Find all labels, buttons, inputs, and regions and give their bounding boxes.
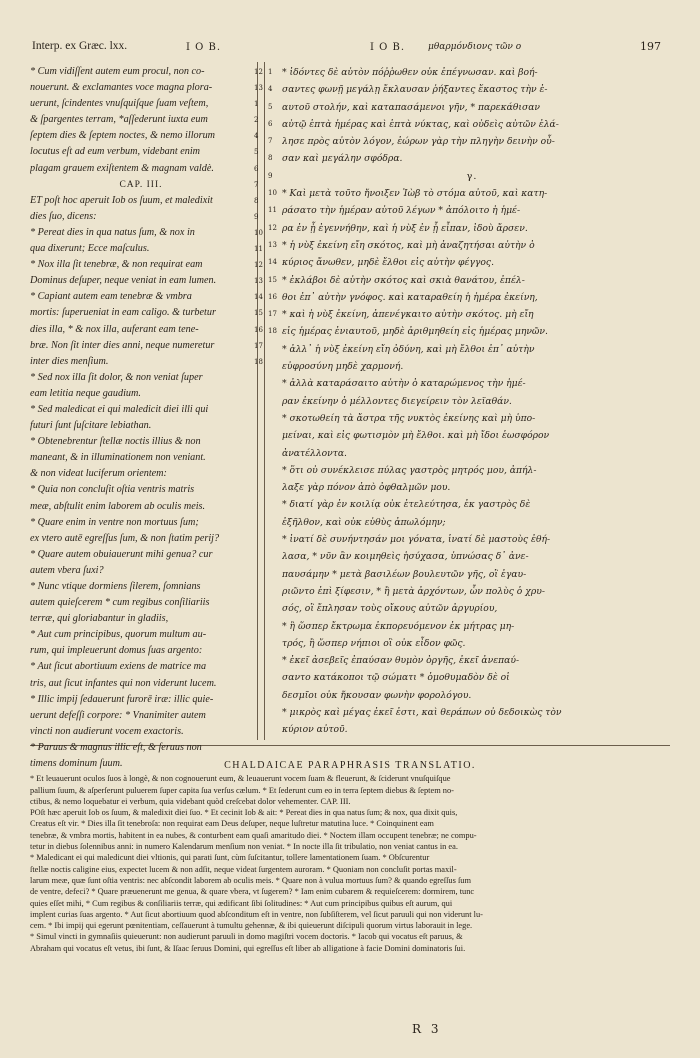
verse-number: 9 bbox=[254, 212, 259, 221]
latin-line: & non videat luciferum orientem: bbox=[30, 468, 167, 480]
verse-number: 4 bbox=[268, 85, 273, 94]
latin-line: tris, aut ſicut infantes qui non viderunt lucem. bbox=[30, 677, 217, 689]
latin-line: * Aut cum principibus, quorum multum au- bbox=[30, 629, 207, 641]
latin-line: * Nox illa ſit tenebræ, & non requirat eam bbox=[30, 259, 203, 271]
paraphrase-line: de ventre, defeci? * Quare præuenerunt me genua, & quare vbera, vt ſugerem? * Iam enim cubarem & requieſcerem: dormirem, tunc bbox=[30, 887, 475, 897]
paraphrase-line: * Maledicant ei qui maledicunt diei vltionis, qui parati ſunt, cùm ſuſcitantur, tollere lamentationem ſuam. * Obſcurentur bbox=[30, 853, 430, 863]
greek-column bbox=[282, 64, 662, 739]
latin-line: ſeptem dies & ſeptem noctes, & nemo illorum bbox=[30, 130, 216, 142]
latin-line: autem quieſcerem * cum regibus conſiliariis bbox=[30, 597, 210, 609]
paraphrase-line: POſt hæc aperuit Iob os ſuum, & maledixit diei ſuo. * Et cecinit Iob & ait: * Pereat dies in qua natus ſum; & nox, qua dixit quis, bbox=[30, 808, 458, 818]
running-header bbox=[0, 38, 700, 58]
greek-line: * ἀλλὰ καταράσαιτο αὐτὴν ὁ καταρώμενος τὴν ἡμέ- bbox=[282, 378, 526, 390]
greek-line: γ. bbox=[466, 170, 478, 182]
verse-number: 12 bbox=[254, 261, 263, 270]
paraphrase-line: quies eſſet mihi, * Cum regibus & conſiliariis terræ, qui ædificant ſibi ſolitudines: * Aut cum principibus quibus eſt aurum, qui bbox=[30, 898, 453, 908]
paraphrase-line: ſtellæ noctis caligine eius, expectet lucem & non adſit, neque videat ſurgentem auroram. * Quoniam non concluſit portas maxil- bbox=[30, 864, 457, 874]
signature-mark: R 3 bbox=[412, 1022, 442, 1036]
latin-line: meæ, abſtulit enim laborem ab oculis meis. bbox=[30, 500, 206, 512]
greek-line: * ἐκεῖ ἀσεβεῖς ἐπαύσαν θυμὸν ὀργῆς, ἐκεῖ ἀνεπαύ- bbox=[282, 655, 520, 667]
verse-number: 14 bbox=[254, 293, 263, 302]
verse-number: 12 bbox=[254, 68, 263, 76]
greek-line: ραν ἐκείνην ὁ μέλλοντες διεγείρειν τὸν λεϊαθάν. bbox=[282, 395, 512, 407]
verse-number: 15 bbox=[254, 309, 263, 318]
paraphrase-line: pallium ſuum, & aſperſerunt puluerem ſuper capita ſua verſus cælum. * Et ſederunt cum eo in terra ſeptem diebus & ſeptem no- bbox=[30, 785, 454, 795]
greek-line: αυτοῦ στολήν, καὶ καταπασάμενοι γῆν, * παρεκάθισαν bbox=[282, 101, 541, 113]
greek-line: κύριον αὐτοῦ. bbox=[282, 724, 348, 736]
greek-line: παυσάμην * μετὰ βασιλέων βουλευτῶν γῆς, οἳ ἐγαυ- bbox=[282, 568, 527, 580]
greek-line: * ἡ νὺξ ἐκείνη εἴη σκότος, καὶ μὴ ἀναζητήσαι αὐτὴν ὁ bbox=[282, 239, 535, 251]
latin-line: mortis: ſuperueniat in eam caligo. & turbetur bbox=[30, 307, 216, 319]
greek-verse-numbers bbox=[268, 64, 280, 341]
verse-number: 1 bbox=[254, 100, 259, 109]
verse-number: 5 bbox=[254, 148, 259, 157]
verse-number: 13 bbox=[268, 240, 277, 249]
latin-line: uerunt defeſſi corpore: * Vnanimiter autem bbox=[30, 709, 206, 721]
verse-number: 4 bbox=[254, 132, 259, 141]
verse-number: 6 bbox=[254, 164, 259, 173]
verse-number: 17 bbox=[254, 341, 263, 350]
latin-line: * Paruus & magnus illic eſt, & ſeruus non bbox=[30, 741, 202, 753]
greek-line: δεσμῖοι οὐκ ἤκουσαν φωνὴν φορολόγου. bbox=[282, 689, 472, 701]
paraphrase-line: tenebræ, & vmbra mortis, habitent in ea nubes, & conturbent eam quaſi amaritudo diei. * Noctem illam occupent tenebræ; ne compu- bbox=[30, 830, 477, 840]
paraphrase-line: * Et leuauerunt oculos ſuos à longè, & non cognouerunt eum, & leuauerunt vocem ſuam & fleuerunt, & ſciderunt vnuſquiſque bbox=[30, 774, 451, 784]
latin-line: autem vbera ſuxi? bbox=[30, 564, 104, 576]
verse-number: 2 bbox=[254, 116, 259, 125]
latin-line: * Capiant autem eam tenebræ & vmbra bbox=[30, 291, 192, 303]
latin-line: vincti non audierunt vocem exactoris. bbox=[30, 725, 184, 737]
paraphrase-line: larum meæ, quæ ſunt oſtia ventris: nec abſcondit laborem ab oculis meis. * Quare non à vulua mortuus ſum? & quando egreſſus ſum bbox=[30, 875, 471, 885]
paraphrase-line: * Simul vincti in gymnaſiis quieuerunt: non audierunt paruuli in domo magiſtri vocem doctoris. * Iacob qui vocatus eſt paruus, & bbox=[30, 932, 463, 942]
header-left-title: Interp. ex Græc. lxx. bbox=[32, 40, 128, 52]
latin-line: * Cum vidiſſent autem eum procul, non co- bbox=[30, 66, 205, 77]
greek-line: * ἢ ὥσπερ ἔκτρωμα ἐκπορευόμενον ἐκ μήτρας μη- bbox=[282, 620, 515, 632]
latin-line: plagam grauem exiſtentem & magnam valdè. bbox=[30, 162, 214, 174]
verse-number: 8 bbox=[268, 154, 273, 163]
latin-line: & ſpargentes terram, *aſſederunt iuxta eum bbox=[30, 114, 208, 126]
latin-line: * Quare enim in ventre non mortuus ſum; bbox=[30, 516, 199, 528]
latin-line: terræ, qui gloriabantur in gladiis, bbox=[30, 613, 169, 625]
paraphrase-body bbox=[30, 773, 670, 954]
greek-line: αὐτῷ ἑπτὰ ἡμέρας καὶ ἑπτὰ νύκτας, καὶ οὐδεὶς αὐτῶν ἐλά- bbox=[282, 118, 559, 130]
paraphrase-line: tetur in diebus ſolennibus anni: in numero Kalendarum menſium non veniat. * In nocte illa ſit tribulatio, non veniat cantus in ea. bbox=[30, 842, 458, 852]
verse-number: 1 bbox=[268, 68, 273, 76]
latin-line: timens dominum ſuum. bbox=[30, 758, 123, 770]
greek-line: σαν καὶ μεγάλην σφόδρα. bbox=[282, 153, 403, 165]
verse-number: 9 bbox=[268, 171, 273, 180]
verse-number: 16 bbox=[268, 292, 277, 301]
latin-line: * Illic impij ſedauerunt furorē iræ: illic quie- bbox=[30, 693, 214, 705]
paraphrase-line: cem. * Ibi impij qui egerunt pœnitentiam, ceſſauerunt à tumultu gehennæ, & ibi quieuerunt diſcipuli quorum virtus laborauit in lege. bbox=[30, 921, 473, 931]
latin-line: dies illa, * & nox illa, auferant eam tene- bbox=[30, 323, 199, 335]
greek-line: * ἱνατί δὲ συνήντησάν μοι γόνατα, ἱνατί δὲ μαστοὺς ἐθή- bbox=[282, 534, 551, 546]
greek-line: κύριος ἄνωθεν, μηδὲ ἔλθοι εἰς αὐτὴν φέγγος. bbox=[282, 257, 494, 269]
greek-line: μείναι, καὶ εἰς φωτισμὸν μὴ ἔλθοι. καὶ μὴ ἴδοι ἑωσφόρον bbox=[282, 430, 550, 442]
latin-line: * Obtenebrentur ſtellæ noctis illius & non bbox=[30, 436, 201, 448]
greek-line: * ἰδόντες δὲ αὐτὸν πόῤῥωθεν οὐκ ἐπέγνωσαν. καὶ βοή- bbox=[282, 67, 538, 78]
latin-line: bræ. Non ſit inter dies anni, neque numeretur bbox=[30, 339, 215, 351]
latin-line: ex vtero autē egreſſus ſum, & non ſtatim perij? bbox=[30, 532, 220, 544]
paraphrase-line: implent curias ſuas argento. * Aut ſicut abortiuum quod abſconditum eſt in ventre, non ſubſiſterem, vel ſicut paruuli qui non viderunt lu- bbox=[30, 909, 483, 919]
greek-line: εἰς ἡμέρας ἐνιαυτοῦ, μηδὲ ἀριθμηθείη εἰς ἡμέρας μηνῶν. bbox=[282, 326, 548, 338]
greek-line: εὐφροσύνη μηδὲ χαρμονή. bbox=[282, 361, 404, 373]
verse-number: 16 bbox=[254, 325, 263, 334]
greek-line: λασα, * νῦν ἂν κοιμηθεὶς ἡσύχασα, ὑπνώσας δ᾽ ἀνε- bbox=[282, 551, 529, 563]
verse-number: 18 bbox=[254, 357, 263, 366]
header-right-book: Ι Ο Β. bbox=[370, 42, 406, 53]
latin-line: ET poſt hoc aperuit Iob os ſuum, et maledixit bbox=[30, 194, 213, 206]
latin-verse-numbers bbox=[254, 64, 268, 370]
greek-line: * μικρὸς καὶ μέγας ἐκεῖ ἐστι, καὶ θεράπων οὐ δεδοικὼς τὸν bbox=[282, 706, 562, 718]
paraphrase-line: ctibus, & nemo loquebatur ei verbum, quia videbant quòd creſcebat dolor vehementer. CAP. III. bbox=[30, 796, 351, 806]
greek-line: σός, οἳ ἔπλησαν τοὺς οἴκους αὐτῶν ἀργυρίου, bbox=[282, 603, 498, 615]
verse-number: 6 bbox=[268, 119, 273, 128]
greek-line: ράσατο τὴν ἡμέραν αὐτοῦ λέγων * ἀπόλοιτο ἡ ἡμέ- bbox=[282, 205, 521, 217]
latin-line: * Quare autem obuiauerunt mihi genua? cur bbox=[30, 548, 213, 560]
latin-line: eam letitia neque gaudium. bbox=[30, 387, 141, 399]
latin-line: futuri ſunt ſuſcitare lebiathan. bbox=[30, 420, 152, 432]
greek-line: λησε πρὸς αὐτὸν λόγον, ἑώρων γὰρ τὴν πληγὴν δεινὴν οὖ- bbox=[282, 136, 555, 148]
greek-line: * ὅτι οὐ συνέκλεισε πύλας γαστρὸς μητρός μου, ἀπήλ- bbox=[282, 464, 537, 476]
chaldaic-paraphrase bbox=[30, 760, 670, 954]
latin-line: rum, qui impleuerunt domus ſuas argento: bbox=[30, 645, 203, 657]
greek-line: τρός, ἢ ὥσπερ νήπιοι οἳ οὐκ εἶδον φῶς. bbox=[282, 637, 466, 649]
paraphrase-line: Abraham qui vocatus eſt vetus, ibi ſunt, & Iſaac ſeruus Domini, qui egreſſus eſt liber ab alligatione à facie Domini dominatoris ſui. bbox=[30, 943, 466, 953]
page-number: 197 bbox=[640, 40, 661, 53]
verse-number: 13 bbox=[254, 277, 263, 286]
latin-line: Dominus deſuper, neque veniat in eam lumen. bbox=[30, 275, 217, 287]
verse-number: 7 bbox=[268, 137, 273, 146]
verse-number: 8 bbox=[254, 196, 259, 205]
latin-line: * Pereat dies in qua natus ſum, & nox in bbox=[30, 226, 195, 238]
header-left-book: I O B. bbox=[186, 42, 222, 53]
verse-number: 7 bbox=[254, 180, 259, 189]
greek-line: * ἐκλάβοι δὲ αὐτὴν σκότος καὶ σκιὰ θανάτου, ἐπέλ- bbox=[282, 274, 525, 286]
paraphrase-line: Creatus eſt vir. * Dies illa ſit tenebroſa: non requirat eam Deus deſuper, neque luſtretur matutina luce. * Coinquinent eam bbox=[30, 819, 434, 829]
header-right-note: μθαρμόνδιονς τῶν ο bbox=[428, 42, 522, 52]
verse-number: 11 bbox=[254, 245, 263, 254]
verse-number: 15 bbox=[268, 275, 277, 284]
verse-number: 10 bbox=[254, 228, 263, 237]
latin-line: * Sed nox illa ſit dolor, & non veniat ſuper bbox=[30, 371, 203, 383]
greek-line: ριῶντο ἐπὶ ξίφεσιν, * ἢ μετὰ ἀρχόντων, ὧν πολὺς ὁ χρυ- bbox=[282, 585, 545, 597]
latin-line: * Sed maledicat ei qui maledicit diei illi qui bbox=[30, 403, 209, 415]
verse-number: 10 bbox=[268, 189, 277, 198]
greek-line: * καὶ ἡ νὺξ ἐκείνη, ἀπενέγκαιτο αὐτὴν σκότος. μὴ εἴη bbox=[282, 309, 534, 321]
latin-column bbox=[30, 64, 252, 772]
latin-line: maneant, & in illuminationem non veniant. bbox=[30, 452, 206, 464]
verse-number: 18 bbox=[268, 327, 277, 336]
paraphrase-title: CHALDAICAE PARAPHRASIS TRANSLATIO. bbox=[224, 760, 476, 771]
verse-number: 5 bbox=[268, 102, 273, 111]
verse-number: 13 bbox=[254, 84, 263, 93]
latin-line: nouerunt. & exclamantes voce magna plora- bbox=[30, 82, 213, 94]
greek-line: σαντες φωνῇ μεγάλῃ ἔκλαυσαν ῥήξαντες ἕκαστος τὴν ἑ- bbox=[282, 84, 548, 96]
latin-line: locutus eſt ad eum verbum, videbant enim bbox=[30, 146, 201, 158]
greek-line: * διατί γὰρ ἐν κοιλίᾳ οὐκ ἐτελεύτησα, ἐκ γαστρὸς δὲ bbox=[282, 499, 531, 511]
greek-line: * Καὶ μετὰ τοῦτο ἤνοιξεν Ἰὼβ τὸ στόμα αὐτοῦ, καὶ κατη- bbox=[282, 188, 548, 200]
verse-number: 12 bbox=[268, 223, 277, 232]
greek-line: ρα ἐν ᾗ ἐγεννήθην, καὶ ἡ νὺξ ἐν ᾗ εἶπαν, ἰδοὺ ἄρσεν. bbox=[282, 222, 528, 234]
latin-line: * Nunc vtique dormiens ſilerem, ſomnians bbox=[30, 581, 201, 592]
latin-line: * Quia non concluſit oſtia ventris matris bbox=[30, 484, 195, 496]
latin-line: qua dixerunt; Ecce maſculus. bbox=[30, 243, 150, 255]
latin-line: uerunt, ſcindentes vnuſquiſque ſuam veſtem, bbox=[30, 98, 209, 110]
greek-line: * ἀλλ᾽ ἡ νὺξ ἐκείνη εἴη ὀδύνη, καὶ μὴ ἔλθοι ἐπ᾽ αὐτὴν bbox=[282, 343, 535, 355]
latin-line: inter dies menſium. bbox=[30, 355, 109, 367]
verse-number: 14 bbox=[268, 258, 277, 267]
latin-line: * Aut ſicut abortiuum exiens de matrice ma bbox=[30, 661, 207, 673]
greek-line: σαντο κατάκοποι τῷ σώματι * ὁμοθυμαδὸν δὲ οἱ bbox=[282, 672, 510, 684]
latin-line: CAP. III. bbox=[119, 179, 163, 190]
greek-line: ἐξῆλθον, καὶ οὐκ εὐθὺς ἀπωλόμην; bbox=[282, 516, 446, 528]
verse-number: 11 bbox=[268, 206, 277, 215]
greek-line: ἀνατέλλοντα. bbox=[282, 447, 347, 459]
verse-number: 17 bbox=[268, 310, 277, 319]
greek-line: λαξε γὰρ πόνον ἀπὸ ὀφθαλμῶν μου. bbox=[282, 482, 451, 494]
greek-line: * σκοτωθείη τὰ ἄστρα τῆς νυκτὸς ἐκείνης καὶ μὴ ὑπο- bbox=[282, 412, 536, 424]
greek-line: θοι ἐπ᾽ αὐτὴν γνόφος. καὶ καταραθείη ἡ ἡμέρα ἐκείνη, bbox=[282, 291, 538, 303]
latin-line: dies ſuo, dicens: bbox=[30, 210, 97, 222]
